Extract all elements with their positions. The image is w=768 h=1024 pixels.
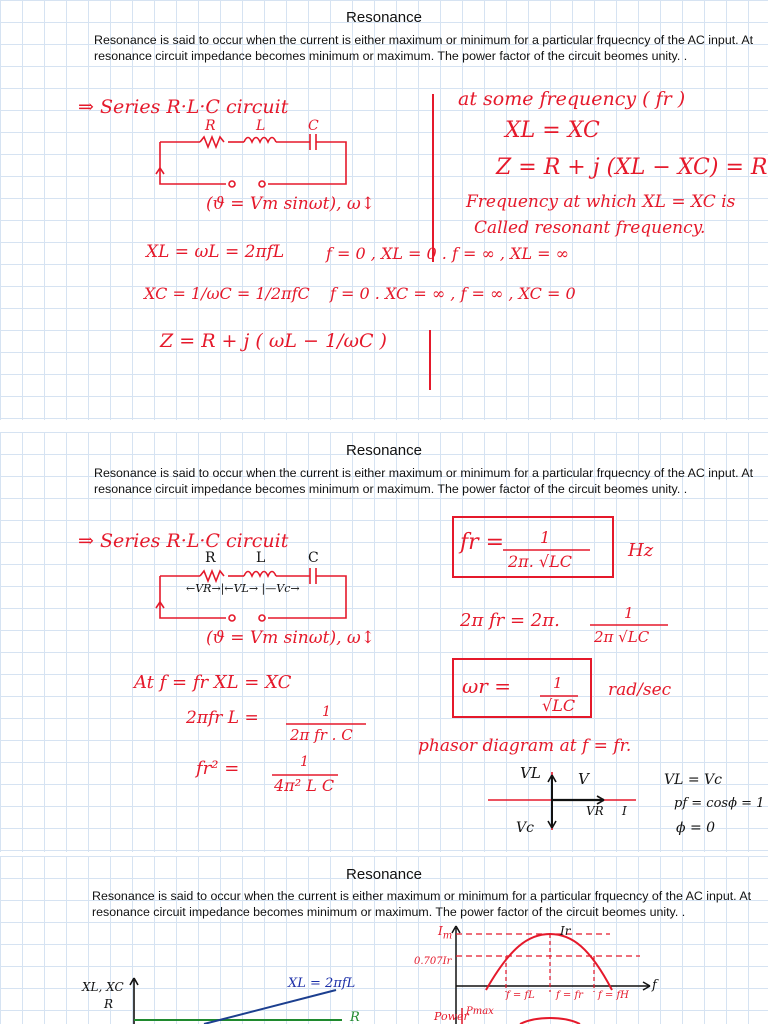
- note-definition-line-1: Frequency at which XL = XC is: [466, 192, 736, 212]
- phasor-diagram: [488, 772, 636, 830]
- eq-b-lhs: fr² =: [196, 758, 240, 779]
- graph-strokes: [0, 856, 768, 1024]
- label-c: C: [308, 118, 319, 134]
- curve-label-0707: 0.707Ir: [414, 956, 452, 967]
- curve-label-fh: f = fH: [598, 990, 629, 1001]
- fr-numerator: 1: [540, 528, 551, 547]
- label-l: L: [256, 550, 266, 566]
- phasor-label-vr: VR: [586, 804, 604, 818]
- graph-y-label-r: R: [104, 997, 114, 1011]
- note-definition-line-2: Called resonant frequency.: [474, 218, 706, 238]
- phasor-label-vc: Vc: [516, 820, 534, 836]
- phasor-label-vl: VL: [520, 764, 541, 782]
- eq-xl-equals-xc: XL = XC: [505, 118, 600, 143]
- fr-denominator: 2π. √LC: [508, 552, 572, 571]
- note-some-frequency: at some frequency ( fr ): [458, 88, 686, 110]
- note-page-2: [0, 432, 768, 852]
- inductor-symbol: [244, 138, 276, 143]
- eq-a-lhs: 2πfr L =: [186, 708, 259, 728]
- page-title: Resonance: [346, 866, 422, 883]
- label-c: C: [308, 550, 319, 566]
- wr-numerator: 1: [553, 674, 563, 692]
- fr-lhs: fr =: [460, 530, 505, 555]
- eq-impedance: Z = R + j ( ωL − 1/ωC ): [160, 330, 387, 352]
- intro-paragraph: Resonance is said to occur when the current is either maximum or minimum for a particular frquecncy of the AC input. At resonance circuit impedance becomes minimum or maximum. The power factor of the circuit beomes unity. .: [94, 33, 754, 63]
- curve-label-im-sub: m: [442, 930, 453, 942]
- eq-a-denominator: 2π fr . C: [290, 726, 353, 744]
- handwriting-strokes: [0, 432, 768, 852]
- graph-r-line-label: R: [350, 1010, 360, 1024]
- eq-b-numerator: 1: [300, 754, 309, 770]
- voltage-drop-arrows: ←VR→|←VL→ |—Vc→: [186, 582, 300, 595]
- eq-z-resonance: Z = R + j (XL − XC) = R: [496, 155, 768, 180]
- circuit-heading: ⇒ Series R·L·C circuit: [78, 96, 289, 118]
- curve-label-fl: f = fL: [506, 990, 535, 1001]
- power-max-label: Pmax: [466, 1006, 494, 1017]
- wr-denominator: √LC: [542, 696, 576, 715]
- result-vl-vc: VL = Vc: [664, 772, 722, 788]
- condition-at-resonance: At f = fr XL = XC: [134, 672, 292, 693]
- note-page-3: [0, 856, 768, 1024]
- eq-2pi-fr-denominator: 2π √LC: [594, 628, 650, 646]
- rlc-circuit-drawing: [156, 134, 346, 187]
- label-r: R: [205, 118, 216, 134]
- eq-b-denominator: 4π² L C: [274, 776, 335, 795]
- phasor-label-v: V: [578, 770, 589, 788]
- note-page-1: [0, 0, 768, 420]
- wr-lhs: ωr =: [462, 674, 511, 698]
- eq-xc-limits: f = 0 . XC = ∞ , f = ∞ , XC = 0: [330, 284, 576, 303]
- phasor-diagram-title: phasor diagram at f = fr.: [418, 736, 632, 756]
- eq-2pi-fr: 2π fr = 2π.: [460, 610, 560, 631]
- graph-y-label: XL, XC: [82, 980, 124, 994]
- curve-label-im: [438, 924, 452, 941]
- power-axis-label: Power: [434, 1010, 469, 1023]
- curve-label-fr: f = fr: [556, 990, 583, 1001]
- label-r: R: [205, 550, 216, 566]
- circuit-heading: ⇒ Series R·L·C circuit: [78, 530, 289, 552]
- eq-capacitive-reactance: XC = 1/ωC = 1/2πfC: [144, 284, 310, 303]
- curve-label-im-letter: I: [438, 924, 443, 938]
- eq-xl-limits: f = 0 , XL = 0 . f = ∞ , XL = ∞: [326, 244, 569, 263]
- result-power-factor: pf = cosϕ = 1: [674, 796, 765, 811]
- unit-rad-per-sec: rad/sec: [608, 680, 672, 700]
- eq-2pi-fr-numerator: 1: [624, 604, 634, 622]
- eq-a-numerator: 1: [322, 704, 331, 720]
- page-title: Resonance: [346, 442, 422, 459]
- resistor-symbol: [200, 571, 224, 581]
- label-l: L: [256, 118, 266, 134]
- curve-axis-f: f: [652, 978, 657, 993]
- capacitor-symbol: [310, 568, 316, 584]
- phasor-label-i: I: [622, 804, 627, 818]
- unit-hz: Hz: [628, 540, 654, 561]
- curve-label-ir: Ir: [560, 924, 571, 938]
- capacitor-symbol: [310, 134, 316, 150]
- graph-xl-line-label: XL = 2πfL: [288, 976, 356, 991]
- source-expression: (ϑ = Vm sinωt), ω↕: [206, 194, 375, 214]
- intro-paragraph: Resonance is said to occur when the current is either maximum or minimum for a particular frquecncy of the AC input. At resonance circuit impedance becomes minimum or maximum. The power factor of the circuit beomes unity. .: [92, 889, 752, 919]
- source-expression: (ϑ = Vm sinωt), ω↕: [206, 628, 375, 648]
- eq-inductive-reactance: XL = ωL = 2πfL: [146, 242, 285, 262]
- resistor-symbol: [200, 137, 224, 147]
- result-phase: ϕ = 0: [676, 820, 716, 836]
- intro-paragraph: Resonance is said to occur when the current is either maximum or minimum for a particular frquecncy of the AC input. At resonance circuit impedance becomes minimum or maximum. The power factor of the circuit beomes unity. .: [94, 466, 754, 496]
- inductor-symbol: [244, 572, 276, 577]
- page-title: Resonance: [346, 9, 422, 26]
